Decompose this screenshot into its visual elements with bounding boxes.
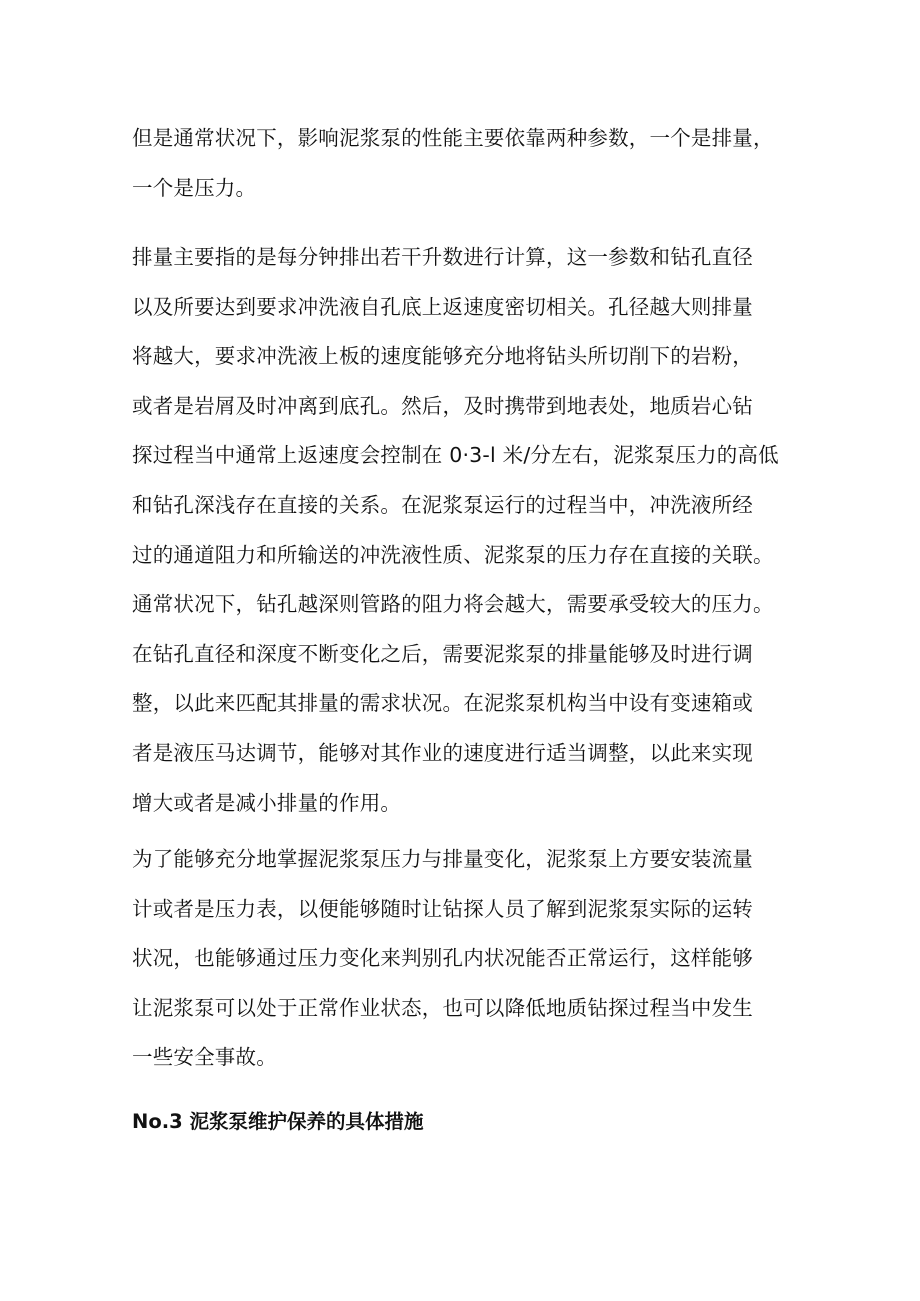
paragraph-line: 过的通道阻力和所输送的冲洗液性质、泥浆泵的压力存在直接的关联。 (132, 542, 774, 567)
paragraph-line: 一些安全事故。 (132, 1045, 277, 1070)
paragraph-2 (132, 233, 794, 828)
paragraph-line: 和钻孔深浅存在直接的关系。在泥浆泵运行的过程当中，冲洗液所经 (132, 492, 753, 517)
paragraph-line: 但是通常状况下，影响泥浆泵的性能主要依靠两种参数，一个是排量， (132, 126, 774, 150)
paragraph-line: 者是液压马达调节，能够对其作业的速度进行适当调整，以此来实现 (132, 740, 753, 765)
paragraph-1 (132, 114, 794, 213)
paragraph-line: 将越大，要求冲洗液上板的速度能够充分地将钻头所切削下的岩粉， (132, 344, 753, 369)
paragraph-line: 状况，也能够通过压力变化来判别孔内状况能否正常运行，这样能够 (132, 946, 753, 971)
paragraph-line: 整，以此来匹配其排量的需求状况。在泥浆泵机构当中设有变速箱或 (132, 691, 753, 716)
paragraph-line: 为了能够充分地掌握泥浆泵压力与排量变化，泥浆泵上方要安装流量 (132, 847, 753, 871)
paragraph-line: 让泥浆泵可以处于正常作业状态，也可以降低地质钻探过程当中发生 (132, 995, 753, 1020)
paragraph-line: 排量主要指的是每分钟排出若干升数进行计算，这一参数和钻孔直径 (132, 245, 753, 269)
paragraph-line: 探过程当中通常上返速度会控制在 0·3-l 米/分左右，泥浆泵压力的高低 (132, 443, 779, 468)
paragraph-line: 以及所要达到要求冲洗液自孔底上返速度密切相关。孔径越大则排量 (132, 294, 753, 319)
paragraph-3 (132, 835, 794, 1083)
section-heading: No.3 泥浆泵维护保养的具体措施 (132, 1110, 424, 1133)
paragraph-line: 通常状况下，钻孔越深则管路的阻力将会越大，需要承受较大的压力。 (132, 592, 774, 617)
paragraph-line: 一个是压力。 (132, 175, 257, 200)
paragraph-line: 或者是岩屑及时冲离到底孔。然后，及时携带到地表处，地质岩心钻 (132, 393, 753, 418)
paragraph-line: 在钻孔直径和深度不断变化之后，需要泥浆泵的排量能够及时进行调 (132, 641, 753, 666)
paragraph-line: 增大或者是减小排量的作用。 (132, 790, 402, 815)
paragraph-line: 计或者是压力表，以便能够随时让钻探人员了解到泥浆泵实际的运转 (132, 896, 753, 921)
